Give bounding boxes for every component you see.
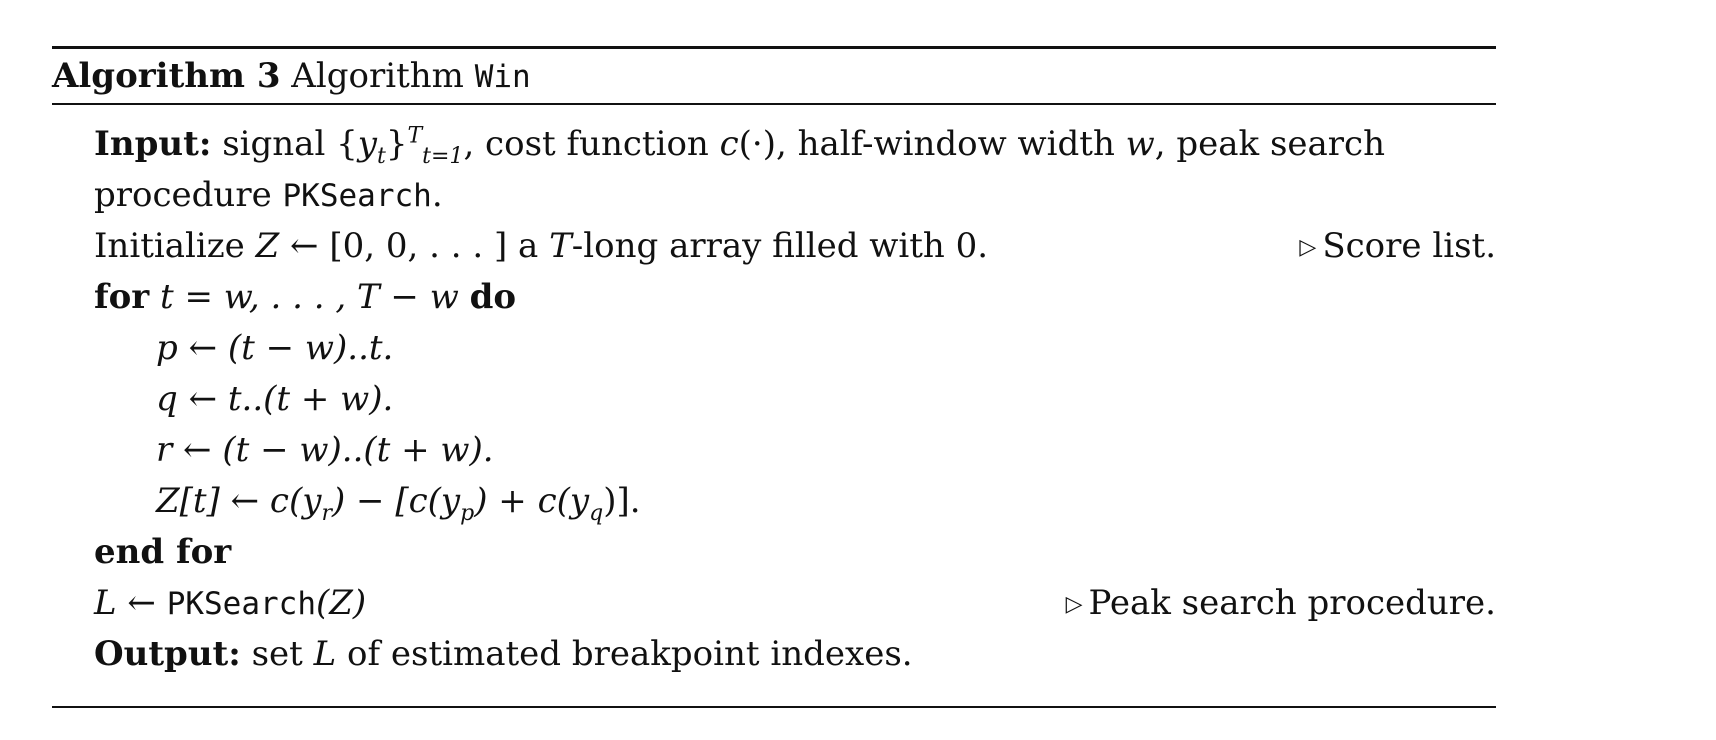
input-cont-end: . (431, 175, 443, 215)
input-w: w (1125, 124, 1155, 164)
input-cont: procedure (94, 175, 283, 215)
init-Z: Z (255, 226, 280, 266)
p-line: p ← (t − w)..t. (156, 328, 394, 368)
l-post: (Z) (316, 583, 367, 623)
input-continuation (52, 170, 1496, 221)
q-line: q ← t..(t + w). (156, 379, 394, 419)
algorithm-title: Algorithm (291, 56, 464, 96)
input-t: t (376, 143, 386, 169)
z-mid1: ) − [c(y (331, 481, 461, 521)
z-end: )]. (603, 481, 641, 521)
init-text: Initialize (94, 226, 256, 266)
for-keyword: for (94, 277, 150, 317)
init-T: T (549, 226, 572, 266)
init-end: -long array filled with 0. (571, 226, 989, 266)
z-p: p (460, 500, 475, 526)
algorithm-name: Win (474, 59, 531, 95)
endfor-line: end for (94, 532, 232, 572)
init-line (52, 221, 1496, 272)
input-cdot: (·), half-window width (738, 124, 1126, 164)
r-line: r ← (t − w)..(t + w). (156, 430, 494, 470)
for-expression: t = w, . . . , T − w (160, 277, 459, 317)
algorithm-body (52, 105, 1496, 706)
z-r: r (321, 500, 332, 526)
algorithm-block (52, 46, 1496, 708)
output-label: Output: (94, 634, 241, 674)
input-sup: T (407, 123, 423, 149)
l-pre: L ← (94, 583, 167, 623)
algorithm-caption (52, 49, 1496, 103)
z-mid2: ) + c(y (474, 481, 590, 521)
input-line (52, 119, 1496, 170)
input-sub: t=1 (422, 143, 464, 169)
comment-triangle-icon: ▷ (1299, 235, 1317, 260)
l-code: PKSearch (166, 586, 316, 622)
do-keyword: do (469, 277, 517, 317)
l-comment (1066, 578, 1496, 633)
z-line (52, 476, 1496, 527)
z-q: q (589, 500, 604, 526)
input-close: } (385, 124, 408, 164)
init-mid: ← [0, 0, . . . ] a (279, 226, 550, 266)
input-c: c (719, 124, 739, 164)
output-line (52, 629, 1496, 680)
input-y: y (357, 124, 377, 164)
l-comment-text: Peak search procedure. (1088, 583, 1496, 623)
bottom-rule (52, 706, 1496, 708)
algorithm-number: Algorithm 3 (52, 56, 281, 96)
z-pre: Z[t] ← c(y (156, 481, 322, 521)
input-pre: signal { (222, 124, 358, 164)
l-line (52, 578, 1496, 629)
output-pre: set (240, 634, 314, 674)
for-line (52, 272, 1496, 323)
init-comment-text: Score list. (1322, 226, 1496, 266)
input-label: Input: (94, 124, 212, 164)
init-comment (1299, 221, 1496, 276)
output-post: of estimated breakpoint indexes. (336, 634, 913, 674)
comment-triangle-icon: ▷ (1065, 592, 1083, 617)
output-L: L (313, 634, 337, 674)
input-cont-code: PKSearch (282, 178, 432, 214)
input-end: , peak search (1154, 124, 1385, 164)
input-post: , cost function (463, 124, 720, 164)
